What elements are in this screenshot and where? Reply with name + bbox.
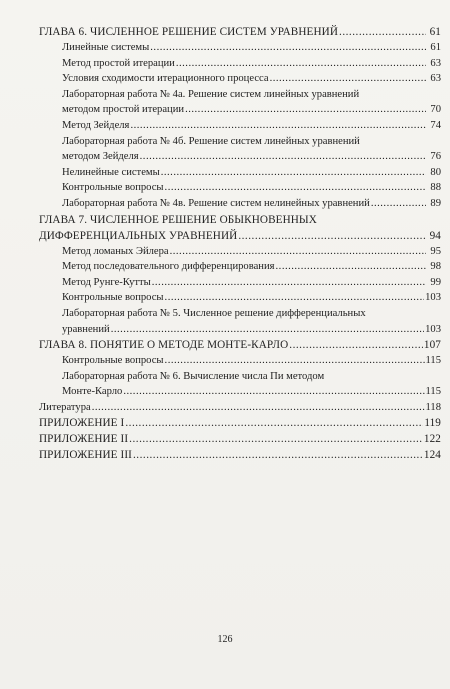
toc-leader-dots [133, 447, 423, 463]
toc-entry-title: уравнений [62, 323, 110, 335]
toc-section-entry[interactable] [39, 118, 441, 134]
toc-leader-dots [165, 180, 426, 196]
toc-entry-title: Лабораторная работа № 4в. Решение систем нелинейных уравнений [62, 197, 370, 209]
toc-entry-title: Монте-Карло [62, 386, 123, 398]
toc-page-number: 63 [430, 57, 441, 69]
toc-entry-title: Метод ломаных Эйлера [62, 245, 169, 257]
toc-section-entry[interactable] [39, 134, 441, 165]
toc-entry-title: Метод простой итерации [62, 57, 175, 69]
toc-page-number: 118 [425, 401, 441, 413]
toc-page-number: 99 [430, 276, 441, 288]
toc-page-number: 103 [425, 323, 441, 335]
toc-page-number: 80 [430, 166, 441, 178]
toc-leader-dots [150, 40, 426, 56]
toc-section-entry[interactable] [39, 306, 441, 337]
toc-chapter-entry[interactable] [39, 447, 441, 463]
toc-entry-title: Контрольные вопросы [62, 292, 164, 304]
toc-page-number: 122 [423, 433, 441, 446]
toc-section-entry[interactable] [39, 180, 441, 196]
toc-page-number: 103 [425, 292, 441, 304]
toc-entry-title: Линейные системы [62, 42, 150, 53]
toc-section-entry[interactable] [39, 369, 441, 400]
toc-page-number: 107 [423, 339, 441, 352]
toc-section-entry[interactable] [39, 290, 441, 306]
toc-leader-dots [289, 337, 423, 353]
toc-section-entry[interactable] [39, 275, 441, 291]
toc-page-number: 76 [430, 151, 441, 163]
toc-entry-title: ГЛАВА 6. ЧИСЛЕННОЕ РЕШЕНИЕ СИСТЕМ УРАВНЕНИЙ [39, 26, 339, 38]
toc-entry-title: методом Зейделя [62, 151, 139, 163]
toc-entry-title: ГЛАВА 8. ПОНЯТИЕ О МЕТОДЕ МОНТЕ-КАРЛО [39, 339, 289, 352]
toc-leader-dots [276, 259, 426, 275]
toc-leader-dots [238, 228, 426, 244]
toc-page-number: 115 [425, 386, 441, 398]
toc-section-entry[interactable] [39, 71, 441, 87]
toc-section-entry[interactable] [39, 56, 441, 72]
toc-entry-title: Контрольные вопросы [62, 355, 164, 367]
toc-page-number: 95 [430, 245, 441, 257]
toc-section-entry[interactable] [39, 165, 441, 181]
toc-chapter-entry[interactable] [39, 24, 441, 40]
toc-entry-title: Условия сходимости итерационного процесса [62, 73, 269, 85]
toc-section-entry[interactable] [39, 196, 441, 212]
toc-page-number: 124 [423, 449, 441, 462]
toc-leader-dots [176, 56, 426, 72]
toc-page-number: 61 [429, 26, 441, 38]
toc-section-entry[interactable] [39, 244, 441, 260]
toc-chapter-entry[interactable] [39, 400, 441, 416]
toc-leader-dots [92, 400, 425, 416]
toc-leader-dots [371, 196, 426, 212]
toc-entry-title-first-line: ГЛАВА 7. ЧИСЛЕННОЕ РЕШЕНИЕ ОБЫКНОВЕННЫХ [39, 213, 317, 226]
toc-chapter-entry[interactable] [39, 337, 441, 353]
toc-page-number: 89 [430, 197, 441, 209]
table-of-contents [39, 24, 441, 463]
toc-page-number: 119 [424, 417, 441, 430]
toc-leader-dots [129, 431, 423, 447]
toc-section-entry[interactable] [39, 40, 441, 56]
toc-entry-title: Метод последовательного дифференцирования [62, 261, 275, 273]
toc-page-number: 115 [425, 355, 441, 367]
toc-page-number: 63 [430, 73, 441, 85]
toc-leader-dots [130, 118, 426, 134]
toc-entry-title: ПРИЛОЖЕНИЕ I [39, 417, 125, 430]
toc-entry-title-first-line: Лабораторная работа № 6. Вычисление числа Пи методом [62, 370, 325, 382]
toc-leader-dots [123, 384, 424, 400]
toc-entry-title-first-line: Лабораторная работа № 5. Численное решение дифференциальных [62, 307, 366, 319]
toc-leader-dots [161, 165, 426, 181]
toc-leader-dots [140, 149, 426, 165]
toc-page-number: 94 [429, 229, 441, 242]
page-number: 126 [217, 634, 233, 645]
toc-entry-title: Метод Зейделя [62, 119, 130, 131]
toc-section-entry[interactable] [39, 259, 441, 275]
toc-entry-title: Литература [39, 401, 91, 413]
toc-page-number: 98 [430, 261, 441, 273]
toc-leader-dots [111, 322, 424, 338]
toc-section-entry[interactable] [39, 87, 441, 118]
toc-page-number: 61 [430, 42, 441, 53]
toc-entry-title-first-line: Лабораторная работа № 4б. Решение систем линейных уравнений [62, 135, 360, 147]
toc-section-entry[interactable] [39, 353, 441, 369]
toc-page-number: 74 [430, 119, 441, 131]
toc-entry-title: ПРИЛОЖЕНИЕ III [39, 449, 132, 462]
toc-leader-dots [165, 290, 425, 306]
toc-leader-dots [270, 71, 426, 87]
toc-page-number: 88 [430, 182, 441, 194]
toc-entry-title: ДИФФЕРЕНЦИАЛЬНЫХ УРАВНЕНИЙ [39, 229, 238, 242]
toc-entry-title: Нелинейные системы [62, 166, 160, 178]
toc-leader-dots [152, 275, 426, 291]
toc-chapter-entry[interactable] [39, 212, 441, 244]
toc-leader-dots [170, 244, 426, 260]
toc-page-number: 70 [430, 104, 441, 116]
toc-entry-title: ПРИЛОЖЕНИЕ II [39, 433, 129, 446]
toc-chapter-entry[interactable] [39, 415, 441, 431]
toc-entry-title: Метод Рунге-Кутты [62, 276, 151, 288]
toc-leader-dots [125, 415, 423, 431]
toc-entry-title: Контрольные вопросы [62, 182, 164, 194]
toc-leader-dots [339, 24, 426, 40]
toc-entry-title: методом простой итерации [62, 104, 185, 116]
toc-entry-title-first-line: Лабораторная работа № 4а. Решение систем линейных уравнений [62, 88, 360, 100]
toc-leader-dots [185, 102, 426, 118]
toc-leader-dots [165, 353, 425, 369]
toc-chapter-entry[interactable] [39, 431, 441, 447]
